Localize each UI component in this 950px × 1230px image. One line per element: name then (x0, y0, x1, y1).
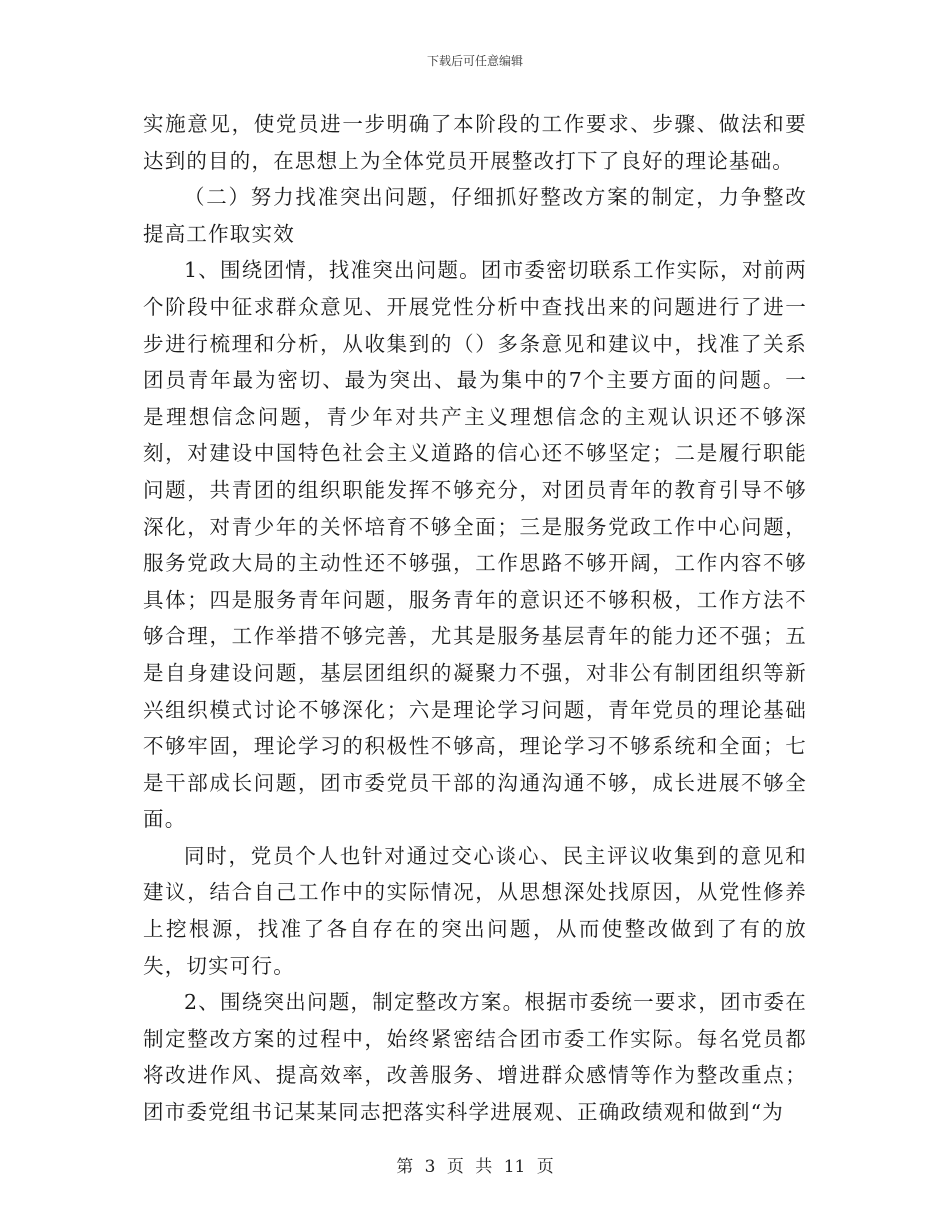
paragraph-2-section-heading: （二）努力找准突出问题，仔细抓好整改方案的制定，力争整改提高工作取实效 (143, 185, 807, 246)
paragraph-4: 同时，党员个人也针对通过交心谈心、民主评议收集到的意见和建议，结合自己工作中的实际情况，从思想深处找原因，从党性修养上挖根源，找准了各自存在的突出问题，从而使整改做到了有的放失，切实可行。 (143, 843, 807, 978)
page-header: 下载后可任意编辑 (426, 54, 523, 68)
page-number-footer: 第 3 页 共 11 页 (396, 1157, 554, 1177)
paragraph-3: 1、围绕团情，找准突出问题。团市委密切联系工作实际，对前两个阶段中征求群众意见、开展党性分析中查找出来的问题进行了进一步进行梳理和分析，从收集到的（）多条意见和建议中，找准了关系团员青年最为密切、最为突出、最为集中的7个主要方面的问题。一是理想信念问题，青少年对共产主义理想信念的主观认识还不够深刻，对建设中国特色社会主义道路的信心还不够坚定；二是履行职能问题，共青团的组织职能发挥不够充分，对团员青年的教育引导不够深化，对青少年的关怀培育不够全面；三是服务党政工作中心问题，服务党政大局的主动性还不够强，工作思路不够开阔，工作内容不够具体；四是服务青年问题，服务青年的意识还不够积极，工作方法不够合理，工作举措不够完善，尤其是服务基层青年的能力还不强；五是自身建设问题，基层团组织的凝聚力不强，对非公有制团组织等新兴组织模式讨论不够深化；六是理论学习问题，青年党员的理论基础不够牢固，理论学习的积极性不够高，理论学习不够系统和全面；七是干部成长问题，团市委党员干部的沟通沟通不够，成长进展不够全面。 (143, 258, 807, 832)
document-body (143, 106, 807, 1131)
paragraph-1: 实施意见，使党员进一步明确了本阶段的工作要求、步骤、做法和要达到的目的，在思想上为全体党员开展整改打下了良好的理论基础。 (143, 112, 807, 173)
paragraph-5: 2、围绕突出问题，制定整改方案。根据市委统一要求，团市委在制定整改方案的过程中，始终紧密结合团市委工作实际。每名党员都将改进作风、提高效率，改善服务、增进群众感情等作为整改重点；团市委党组书记某某同志把落实科学进展观、正确政绩观和做到“为 (143, 990, 807, 1125)
